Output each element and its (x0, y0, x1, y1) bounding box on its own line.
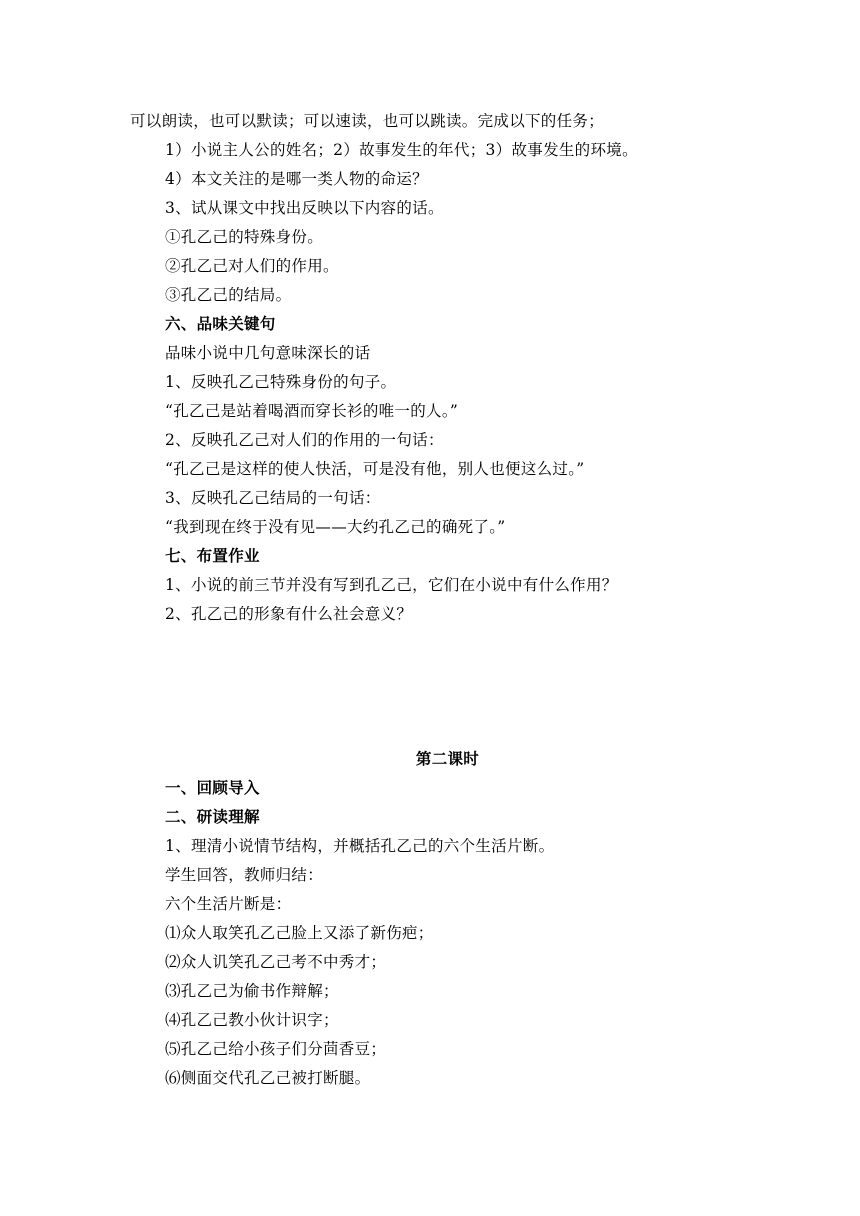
fragments-intro: 六个生活片断是： (165, 895, 292, 913)
key-sentences-intro: 品味小说中几句意味深长的话 (165, 344, 371, 362)
list-item: ⑹侧面交代孔乙己被打断腿。 (165, 1069, 371, 1087)
teacher-summary-intro: 学生回答，教师归结： (165, 866, 324, 884)
list-item: ⑴众人取笑孔乙己脸上又添了新伤疤； (165, 924, 434, 942)
homework-question-2: 2、孔乙己的形象有什么社会意义？ (165, 605, 413, 623)
list-item: ⑸孔乙己给小孩子们分茴香豆； (165, 1040, 387, 1058)
lesson-title: 第二课时 (415, 749, 480, 768)
quote-3: “我到现在终于没有见——大约孔乙己的确死了。” (165, 518, 506, 536)
section-heading-review: 一、回顾导入 (165, 778, 260, 797)
quote-1: “孔乙己是站着喝酒而穿长衫的唯一的人。” (165, 402, 459, 420)
question-2: 2、反映孔乙己对人们的作用的一句话： (165, 431, 444, 449)
study-task-1: 1、理清小说情节结构，并概括孔乙己的六个生活片断。 (165, 837, 555, 855)
list-item: ⑵众人讥笑孔乙己考不中秀才； (165, 953, 387, 971)
task-find-sentences: 3、试从课文中找出反映以下内容的话。 (165, 199, 444, 217)
quote-2: “孔乙己是这样的使人快活，可是没有他，别人也便这么过。” (165, 460, 585, 478)
homework-question-1: 1、小说的前三节并没有写到孔乙己，它们在小说中有什么作用？ (165, 576, 618, 594)
task-character-type: 4）本文关注的是哪一类人物的命运？ (165, 170, 428, 188)
question-1: 1、反映孔乙己特殊身份的句子。 (165, 373, 397, 391)
list-item: ①孔乙己的特殊身份。 (165, 228, 324, 246)
list-item: ⑶孔乙己为偷书作辩解； (165, 982, 339, 1000)
question-3: 3、反映孔乙己结局的一句话： (165, 489, 381, 507)
list-item: ③孔乙己的结局。 (165, 286, 292, 304)
section-heading-key-sentences: 六、品味关键句 (165, 314, 276, 333)
reading-instructions: 可以朗读，也可以默读；可以速读，也可以跳读。完成以下的任务； (130, 112, 605, 130)
section-heading-homework: 七、布置作业 (165, 546, 260, 565)
task-story-basics: 1）小说主人公的姓名；2）故事发生的年代；3）故事发生的环境。 (165, 141, 638, 159)
section-heading-study: 二、研读理解 (165, 807, 260, 826)
list-item: ⑷孔乙己教小伙计识字； (165, 1011, 339, 1029)
list-item: ②孔乙己对人们的作用。 (165, 257, 339, 275)
